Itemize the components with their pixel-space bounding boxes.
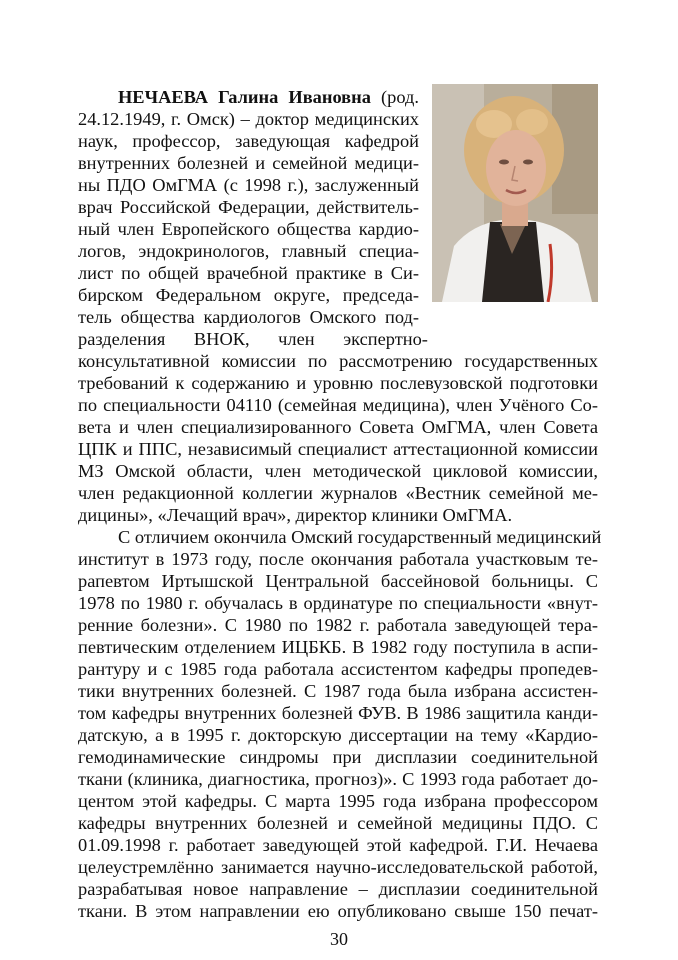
page-number: 30 — [330, 929, 348, 949]
career-line: гемодинамические синдромы при дисплазии соединительной — [78, 747, 598, 767]
bio-line: 24.12.1949, г. Омск) – доктор медицинских — [78, 109, 419, 129]
career-line: ткани (клиника, диагностика, прогноз)». С 1993 года работает до- — [78, 769, 598, 789]
portrait-photo — [432, 84, 598, 302]
career-line: С отличием окончила Омский государственный медицинский — [118, 527, 602, 547]
career-line: кафедры внутренних болезней и семейной медицины ПДО. С — [78, 813, 598, 833]
bio-line-1 — [78, 86, 419, 108]
bio-line: ЦПК и ППС, независимый специалист аттестационной комиссии — [78, 439, 598, 459]
birth-prefix: (род. — [370, 87, 419, 107]
career-line: том кафедры внутренних болезней ФУВ. В 1986 защитила канди- — [78, 703, 598, 723]
career-line: 01.09.1998 г. работает заведующей этой кафедрой. Г.И. Нечаева — [78, 835, 598, 855]
bio-line: внутренних болезней и семейной медици- — [78, 153, 419, 173]
bio-line: бирском Федеральном округе, председа- — [78, 285, 419, 305]
person-name: НЕЧАЕВА Галина Ивановна — [118, 87, 371, 107]
career-line: институт в 1973 году, после окончания работала участковым те- — [78, 549, 598, 569]
career-line: рапевтом Иртышской Центральной бассейновой больницы. С — [78, 571, 598, 591]
career-line: разрабатывая новое направление – дисплазии соединительной — [78, 879, 598, 899]
career-line: певтическим отделением ИЦБКБ. В 1982 году поступила в аспи- — [78, 637, 598, 657]
career-line: рантуру и с 1985 года работала ассистентом кафедры пропедев- — [78, 659, 598, 679]
career-line: целеустремлённо занимается научно-исследовательской работой, — [78, 857, 598, 877]
bio-line: вета и член специализированного Совета ОмГМА, член Совета — [78, 417, 598, 437]
bio-line: логов, эндокринологов, главный специа- — [78, 241, 419, 261]
career-line: датскую, а в 1995 г. докторскую диссертации на тему «Кардио- — [78, 725, 598, 745]
bio-line: лист по общей врачебной практике в Си- — [78, 263, 419, 283]
bio-line: тель общества кардиологов Омского под- — [78, 307, 419, 327]
bio-line: врач Российской Федерации, действитель- — [78, 197, 419, 217]
bio-line: по специальности 04110 (семейная медицина), член Учёного Со- — [78, 395, 598, 415]
career-line: тики внутренних болезней. С 1987 года была избрана ассистен- — [78, 681, 598, 701]
career-line: ткани. В этом направлении ею опубликовано свыше 150 печат- — [78, 901, 598, 921]
bio-line: член редакционной коллегии журналов «Вестник семейной ме- — [78, 483, 598, 503]
bio-line: дицины», «Лечащий врач», директор клиники ОмГМА. — [78, 505, 513, 525]
bio-line: разделения ВНОК, член экспертно- — [78, 329, 428, 349]
bio-line: ны ПДО ОмГМА (с 1998 г.), заслуженный — [78, 175, 419, 195]
career-line: центом этой кафедры. С марта 1995 года избрана профессором — [78, 791, 598, 811]
bio-line: МЗ Омской области, член методической цикловой комиссии, — [78, 461, 598, 481]
bio-line: наук, профессор, заведующая кафедрой — [78, 131, 419, 151]
bio-line: ный член Европейского общества кардио- — [78, 219, 419, 239]
portrait-illustration — [432, 84, 598, 302]
bio-line: консультативной комиссии по рассмотрению государственных — [78, 351, 598, 371]
bio-line: требований к содержанию и уровню послевузовской подготовки — [78, 373, 598, 393]
career-line: ренние болезни». С 1980 по 1982 г. работала заведующей тера- — [78, 615, 598, 635]
career-line: 1978 по 1980 г. обучалась в ординатуре по специальности «внут- — [78, 593, 598, 613]
